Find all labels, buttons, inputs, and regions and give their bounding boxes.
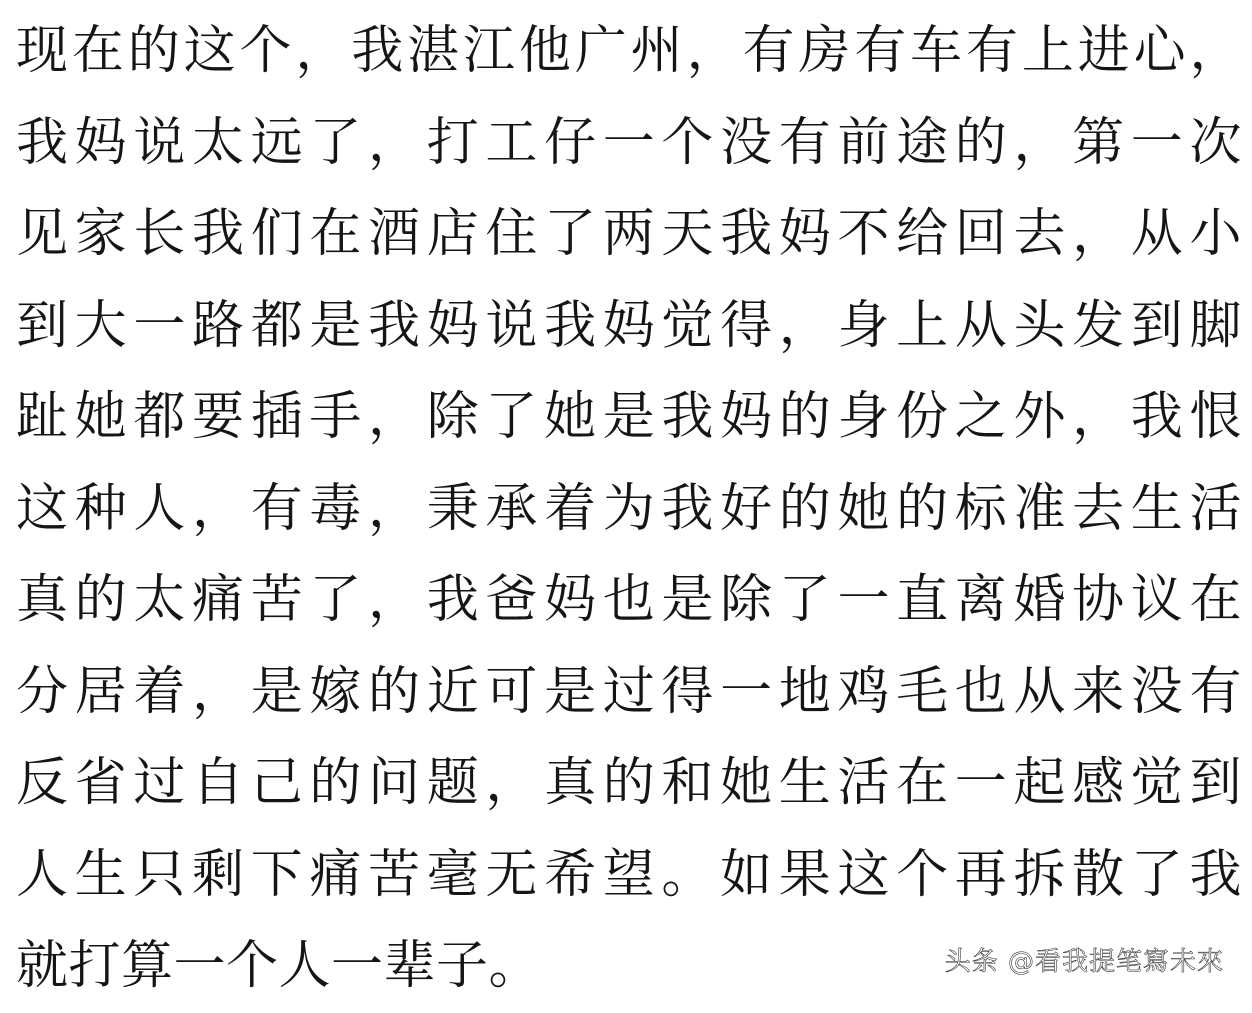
text-line: 真的太痛苦了，我爸妈也是除了一直离婚协议在 (16, 570, 1242, 630)
text-line: 反省过自己的问题，真的和她生活在一起感觉到 (16, 753, 1242, 813)
text-line: 现在的这个，我湛江他广州，有房有车有上进心， (16, 21, 1242, 81)
text-line: 趾她都要插手，除了她是我妈的身份之外，我恨 (16, 387, 1242, 447)
text-line: 我妈说太远了，打工仔一个没有前途的，第一次 (16, 112, 1242, 173)
text-line: 这种人，有毒，秉承着为我好的她的标准去生活 (16, 478, 1242, 539)
text-line: 就打算一个人一辈子。 (16, 936, 542, 996)
text-line: 分居着，是嫁的近可是过得一地鸡毛也从来没有 (16, 661, 1242, 722)
text-line: 到大一路都是我妈说我妈觉得，身上从头发到脚 (16, 295, 1242, 356)
text-line: 见家长我们在酒店住了两天我妈不给回去，从小 (16, 204, 1242, 264)
source-watermark: 头条 @看我提笔寫未來 (944, 947, 1224, 977)
paragraph (16, 6, 1242, 1013)
text-line: 人生只剩下痛苦毫无希望。如果这个再拆散了我 (16, 844, 1242, 905)
